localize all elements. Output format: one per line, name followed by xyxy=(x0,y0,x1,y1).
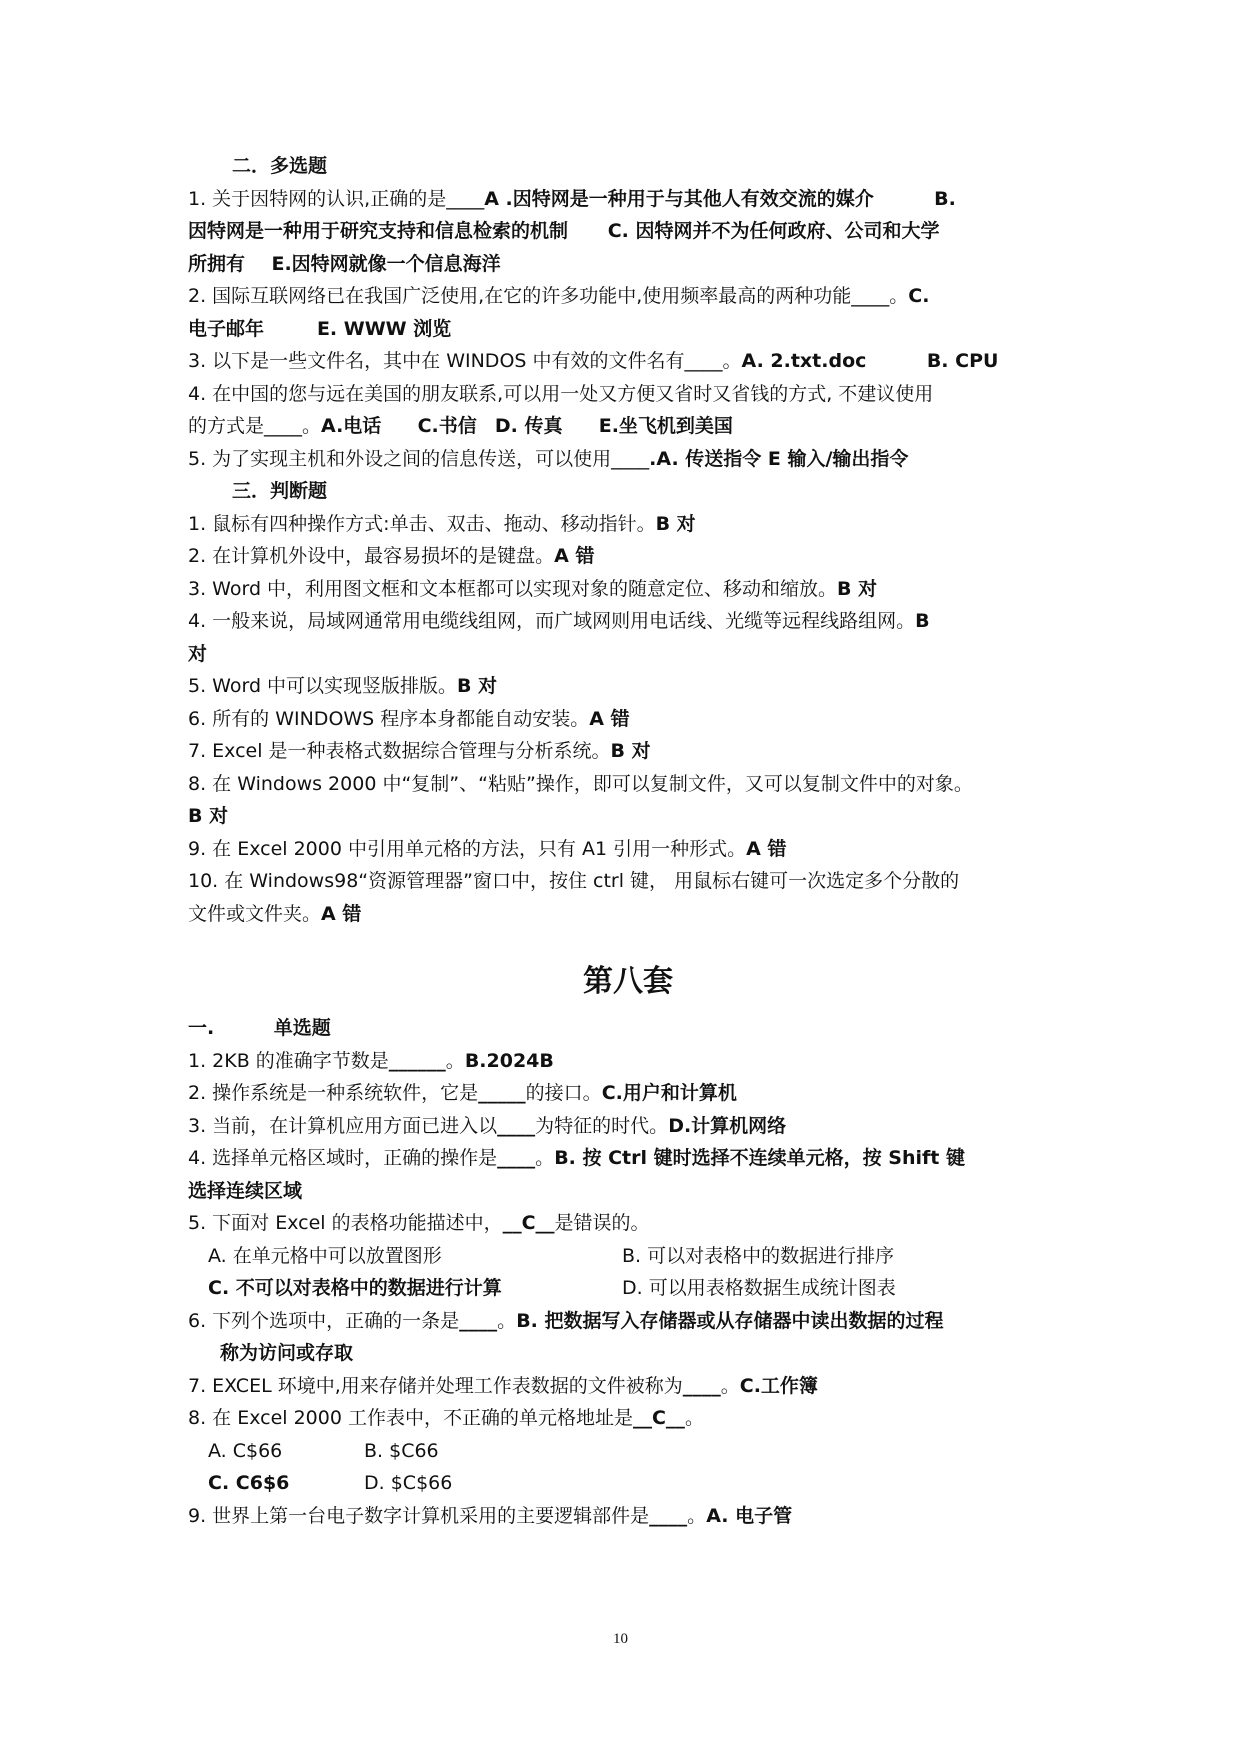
set-title: 第八套 xyxy=(583,964,673,999)
answer-blank: _____ xyxy=(478,1082,526,1104)
question-tail: 。 xyxy=(684,1407,704,1429)
tf-text: 文件或文件夹。 xyxy=(188,902,322,925)
question-line xyxy=(188,183,1068,216)
question-line xyxy=(188,345,1068,378)
question-line: 4. 在中国的您与远在美国的朋友联系,可以用一处又方便又省时又省钱的方式, 不建议使用 xyxy=(188,382,934,405)
option-b: B. $C66 xyxy=(364,1439,439,1462)
answer-text: C.工作簿 xyxy=(739,1374,818,1397)
tf-text: 3. Word 中，利用图文框和文本框都可以实现对象的随意定位、移动和缩放。 xyxy=(188,577,838,600)
question-tail: 是错误的。 xyxy=(554,1212,650,1234)
option-c: C. C6$6 xyxy=(208,1472,290,1494)
answer-blank: ____ xyxy=(264,415,303,437)
document-page xyxy=(188,150,1068,1532)
answer-blank: ____ xyxy=(611,447,650,470)
tf-answer: A 错 xyxy=(321,902,362,925)
options-row xyxy=(188,1240,1068,1273)
question-line xyxy=(188,280,1068,313)
answer-text: B. xyxy=(934,187,956,210)
answer-text: A. 电子管 xyxy=(706,1504,793,1527)
question-stem: 3. 以下是一些文件名，其中在 WINDOS 中有效的文件名有 xyxy=(188,350,685,372)
question-line xyxy=(188,1110,1068,1143)
question-stem: 的方式是 xyxy=(188,415,265,437)
answer-text: C.书信 xyxy=(417,415,477,437)
tf-answer: 对 xyxy=(188,642,208,665)
answer-blank: ______ xyxy=(388,1049,446,1072)
question-tail: 。 xyxy=(535,1147,555,1169)
tf-text: 5. Word 中可以实现竖版排版。 xyxy=(188,675,458,697)
option-d: D. 可以用表格数据生成统计图表 xyxy=(622,1277,896,1299)
tf-answer: B 对 xyxy=(188,805,229,827)
answer-blank: __C__ xyxy=(502,1212,555,1234)
tf-item xyxy=(188,540,1068,573)
tf-text: 9. 在 Excel 2000 中引用单元格的方法，只有 A1 引用一种形式。 xyxy=(188,837,747,860)
answer-text: A .因特网是一种用于与其他人有效交流的媒介 xyxy=(484,187,874,210)
question-stem: 1. 2KB 的准确字节数是 xyxy=(188,1049,389,1072)
tf-text: 4. 一般来说，局域网通常用电缆线组网，而广域网则用电话线、光缆等远程线路组网。 xyxy=(188,610,916,632)
answer-text: D. 传真 xyxy=(494,415,563,437)
answer-text: B.2024B xyxy=(464,1049,554,1072)
heading-number: 一. xyxy=(188,1017,215,1039)
options-row xyxy=(188,1435,1068,1468)
question-line xyxy=(188,1370,1068,1403)
answer-text: C. 因特网并不为任何政府、公司和大学 xyxy=(607,220,940,242)
question-stem: 6. 下列个选项中，正确的一条是 xyxy=(188,1309,460,1332)
answer-text: A.电话 xyxy=(321,415,382,437)
tf-item xyxy=(188,768,1068,801)
section-heading-true-false: 三．判断题 xyxy=(232,480,328,502)
answer-text: 电子邮年 xyxy=(188,317,265,340)
answer-text: C.用户和计算机 xyxy=(601,1082,737,1104)
option-b: B. 可以对表格中的数据进行排序 xyxy=(622,1244,895,1267)
question-stem: 2. 国际互联网络已在我国广泛使用,在它的许多功能中,使用频率最高的两种功能 xyxy=(188,285,852,307)
question-line xyxy=(188,1077,1068,1110)
question-line xyxy=(188,215,1068,248)
question-line xyxy=(188,313,1068,346)
answer-text: .A. 传送指令 E 输入/输出指令 xyxy=(649,447,909,470)
option-a: A. C$66 xyxy=(208,1439,283,1462)
tf-answer: A 错 xyxy=(746,837,787,860)
heading-text: 单选题 xyxy=(273,1017,331,1039)
answer-blank: ____ xyxy=(649,1504,688,1527)
tf-item xyxy=(188,670,1068,703)
answer-blank: ____ xyxy=(684,350,723,372)
question-tail: 。 xyxy=(722,350,742,372)
answer-text: B. 按 Ctrl 键时选择不连续单元格，按 Shift 键 xyxy=(554,1147,965,1169)
question-line xyxy=(188,1045,1068,1078)
tf-item xyxy=(188,703,1068,736)
tf-answer: B xyxy=(915,610,930,632)
tf-item: 10. 在 Windows98“资源管理器”窗口中，按住 ctrl 键， 用鼠标右键可一次选定多个分散的 xyxy=(188,870,960,892)
question-tail: 。 xyxy=(889,285,909,307)
answer-text: C. xyxy=(908,285,930,307)
question-stem: 3. 当前，在计算机应用方面已进入以 xyxy=(188,1114,498,1137)
tf-answer: A 错 xyxy=(554,545,595,567)
page-number: 10 xyxy=(613,1631,628,1647)
option-d: D. $C$66 xyxy=(364,1472,453,1494)
tf-text: 1. 鼠标有四种操作方式:单击、双击、拖动、移动指针。 xyxy=(188,512,656,535)
tf-text: 8. 在 Windows 2000 中“复制”、“粘贴”操作，即可以复制文件，又可以复制文件中的对象。 xyxy=(188,772,973,795)
answer-text: 因特网是一种用于研究支持和信息检索的机制 xyxy=(188,220,569,242)
answer-blank: ____ xyxy=(497,1147,536,1169)
tf-item xyxy=(188,898,1068,931)
section-heading-multiple-choice: 二．多选题 xyxy=(232,155,328,177)
tf-answer: B 对 xyxy=(655,512,696,535)
answer-text: 选择连续区域 xyxy=(188,1179,303,1202)
question-stem: 5. 下面对 Excel 的表格功能描述中， xyxy=(188,1212,503,1234)
answer-blank: ____ xyxy=(446,187,485,210)
tf-item xyxy=(188,833,1068,866)
question-stem: 7. EXCEL 环境中,用来存储并处理工作表数据的文件被称为 xyxy=(188,1374,683,1397)
question-tail: 。 xyxy=(720,1374,740,1397)
question-stem: 2. 操作系统是一种系统软件，它是 xyxy=(188,1082,479,1104)
option-a: A. 在单元格中可以放置图形 xyxy=(208,1244,442,1267)
question-line xyxy=(188,248,1068,281)
answer-blank: __C__ xyxy=(632,1407,685,1429)
options-row xyxy=(188,1467,1068,1500)
question-tail: 。 xyxy=(445,1049,465,1072)
answer-blank: ____ xyxy=(497,1114,536,1137)
answer-text: B. 把数据写入存储器或从存储器中读出数据的过程 xyxy=(516,1309,944,1332)
tf-answer: B 对 xyxy=(457,675,498,697)
question-line xyxy=(188,443,1068,476)
answer-blank: ____ xyxy=(682,1374,721,1397)
question-stem: 9. 世界上第一台电子数字计算机采用的主要逻辑部件是 xyxy=(188,1504,650,1527)
question-line xyxy=(188,1207,1068,1240)
tf-item xyxy=(188,735,1068,768)
question-tail: 。 xyxy=(687,1504,707,1527)
answer-text: E.因特网就像一个信息海洋 xyxy=(271,252,501,275)
tf-text: 7. Excel 是一种表格式数据综合管理与分析系统。 xyxy=(188,740,611,762)
question-stem: 4. 选择单元格区域时，正确的操作是 xyxy=(188,1147,498,1169)
question-line xyxy=(188,1142,1068,1175)
tf-answer: B 对 xyxy=(837,577,878,600)
question-stem: 8. 在 Excel 2000 工作表中，不正确的单元格地址是 xyxy=(188,1407,633,1429)
question-tail: 为特征的时代。 xyxy=(535,1114,669,1137)
answer-text: B. CPU xyxy=(926,350,999,372)
option-c: C. 不可以对表格中的数据进行计算 xyxy=(208,1277,502,1299)
question-line xyxy=(188,410,1068,443)
question-line xyxy=(188,1402,1068,1435)
question-line xyxy=(188,1500,1068,1533)
tf-item xyxy=(188,573,1068,606)
answer-text: 称为访问或存取 xyxy=(220,1342,354,1364)
answer-text: A. 2.txt.doc xyxy=(741,350,867,372)
answer-blank: ____ xyxy=(459,1309,498,1332)
answer-text: 所拥有 xyxy=(188,252,246,275)
answer-text: D.计算机网络 xyxy=(668,1114,787,1137)
answer-blank: ____ xyxy=(851,285,890,307)
tf-text: 2. 在计算机外设中，最容易损坏的是键盘。 xyxy=(188,545,555,567)
section-heading-single-choice xyxy=(188,1012,1068,1045)
tf-text: 6. 所有的 WINDOWS 程序本身都能自动安装。 xyxy=(188,707,590,730)
question-stem: 5. 为了实现主机和外设之间的信息传送，可以使用 xyxy=(188,447,612,470)
tf-answer: A 错 xyxy=(589,707,630,730)
tf-item xyxy=(188,605,1068,638)
question-tail: 。 xyxy=(302,415,322,437)
question-tail: 的接口。 xyxy=(525,1082,602,1104)
tf-answer: B 对 xyxy=(610,740,651,762)
question-stem: 1. 关于因特网的认识,正确的是 xyxy=(188,187,447,210)
question-line xyxy=(188,1305,1068,1338)
question-tail: 。 xyxy=(497,1309,517,1332)
answer-text: E. WWW 浏览 xyxy=(316,317,452,340)
tf-item xyxy=(188,508,1068,541)
options-row xyxy=(188,1272,1068,1305)
answer-text: E.坐飞机到美国 xyxy=(598,415,733,437)
